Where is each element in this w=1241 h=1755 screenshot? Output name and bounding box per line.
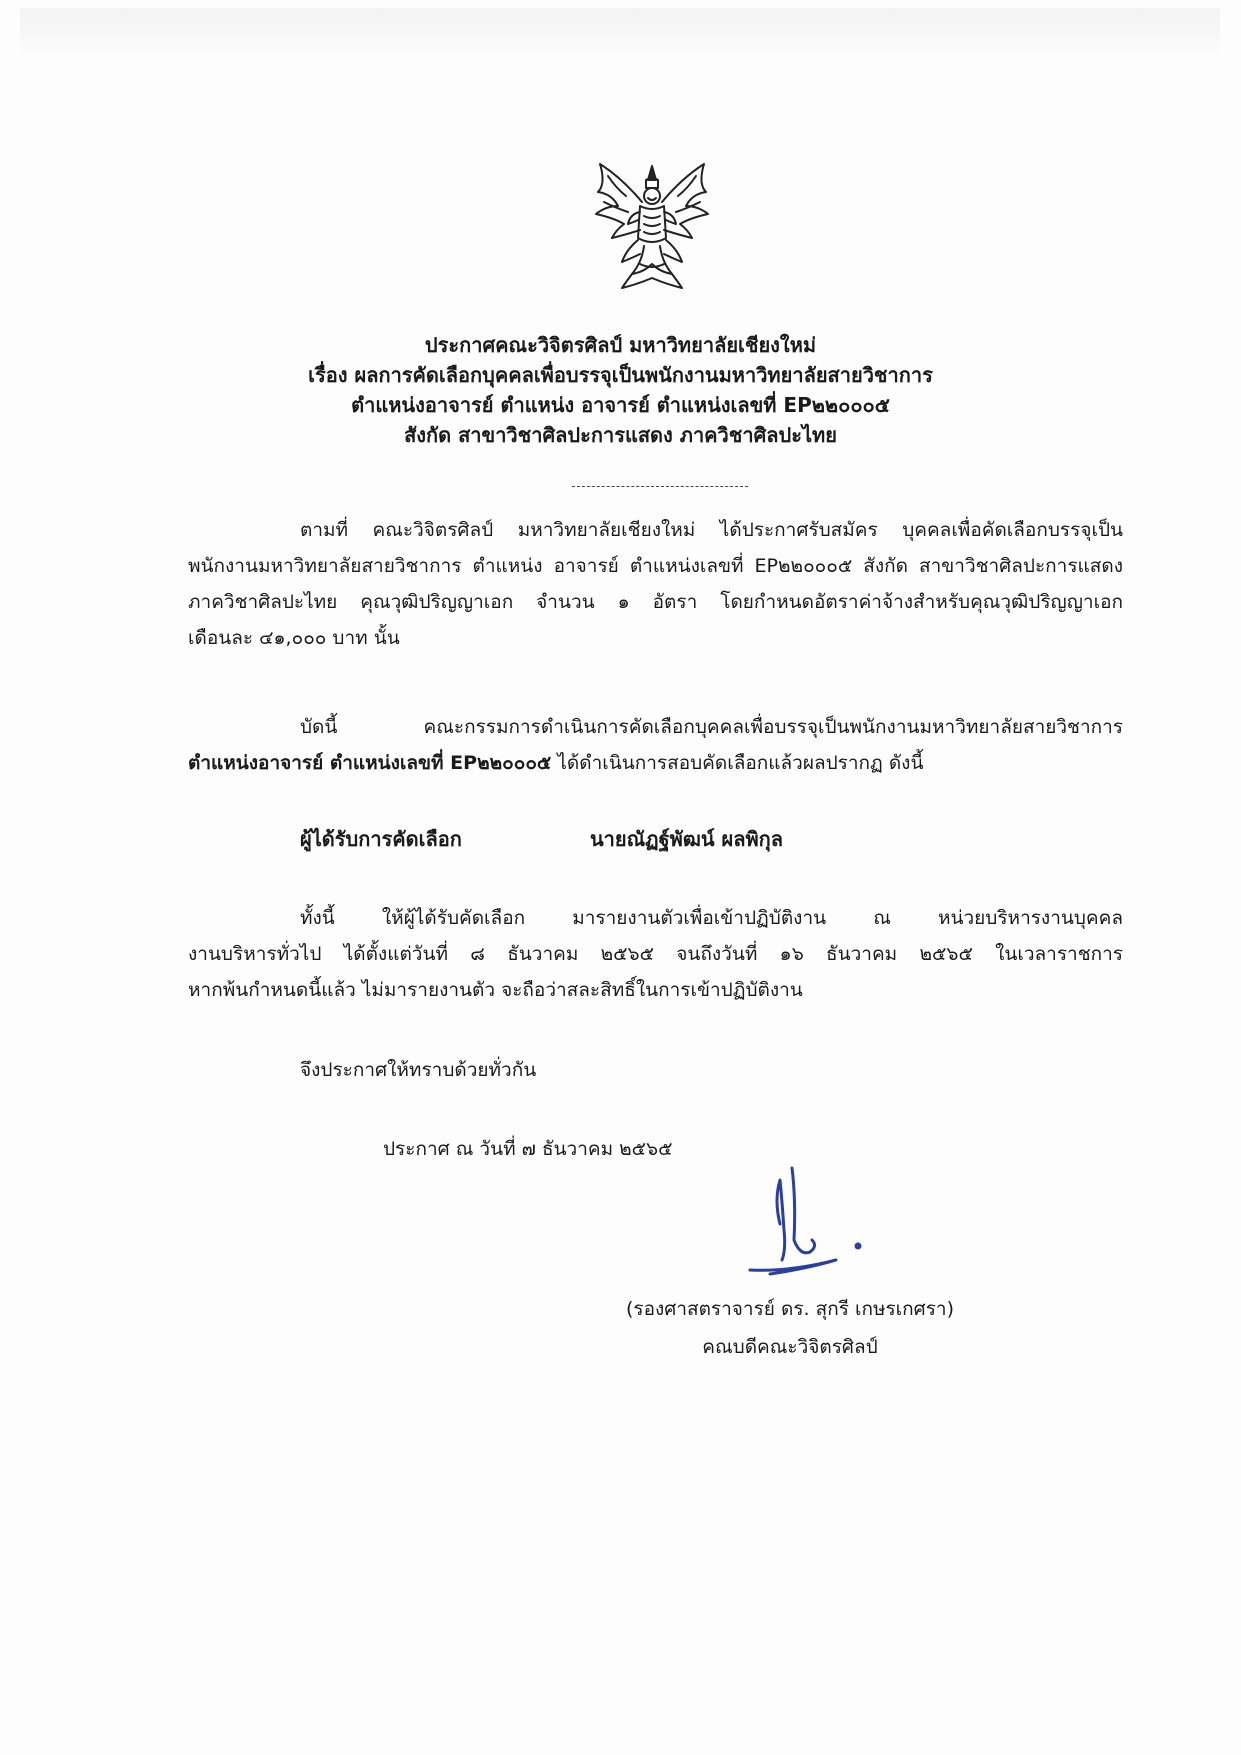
paragraph-announcement	[188, 512, 1123, 656]
paragraph-line: ตามที่ คณะวิจิตรศิลป์ มหาวิทยาลัยเชียงใหม่ ได้ประกาศรับสมัคร บุคคลเพื่อคัดเลือกบรรจุเป็น	[300, 519, 1123, 541]
paragraph-line: หากพ้นกำหนดนี้แล้ว ไม่มารายงานตัว จะถือว่าสละสิทธิ์ในการเข้าปฏิบัติงาน	[188, 979, 803, 1001]
garuda-emblem-icon	[582, 158, 722, 298]
selected-name: นายณัฏฐ์พัฒน์ ผลพิกุล	[590, 827, 784, 851]
header-subject: เรื่อง ผลการคัดเลือกบุคคลเพื่อบรรจุเป็นพนักงานมหาวิทยาลัยสายวิชาการ	[308, 363, 933, 387]
announcement-date: ประกาศ ณ วันที่ ๗ ธันวาคม ๒๕๖๕	[383, 1138, 673, 1160]
signer-block	[600, 1290, 980, 1366]
header-affiliation: สังกัด สาขาวิชาศิลปะการแสดง ภาควิชาศิลปะไทย	[404, 423, 837, 447]
header-divider	[572, 486, 748, 487]
header-title: ประกาศคณะวิจิตรศิลป์ มหาวิทยาลัยเชียงใหม่	[424, 333, 817, 357]
closing-statement: จึงประกาศให้ทราบด้วยทั่วกัน	[300, 1059, 537, 1081]
signer-name: (รองศาสตราจารย์ ดร. สุกรี เกษรเกศรา)	[625, 1298, 955, 1320]
paragraph-line: พนักงานมหาวิทยาลัยสายวิชาการ ตำแหน่ง อาจารย์ ตำแหน่งเลขที่ EP๒๒๐๐๐๕ สังกัด สาขาวิชาศิลปะการแสดง	[188, 555, 1123, 577]
signature-mark	[740, 1160, 870, 1280]
scan-artifact	[20, 8, 1220, 63]
paragraph-line	[188, 745, 1123, 781]
paragraph-line: เดือนละ ๔๑,๐๐๐ บาท นั้น	[188, 627, 400, 649]
announcement-header	[0, 330, 1241, 450]
position-bold-text: ตำแหน่งอาจารย์ ตำแหน่งเลขที่ EP๒๒๐๐๐๕	[188, 752, 552, 774]
signer-title: คณบดีคณะวิจิตรศิลป์	[702, 1336, 878, 1358]
paragraph-result	[188, 709, 1123, 781]
paragraph-line: บัดนี้ คณะกรรมการดำเนินการคัดเลือกบุคคลเพื่อบรรจุเป็นพนักงานมหาวิทยาลัยสายวิชาการ	[300, 716, 1123, 738]
header-position: ตำแหน่งอาจารย์ ตำแหน่ง อาจารย์ ตำแหน่งเลขที่ EP๒๒๐๐๐๕	[351, 393, 890, 417]
paragraph-text: ได้ดำเนินการสอบคัดเลือกแล้วผลปรากฏ ดังนี้	[551, 752, 924, 774]
paragraph-line: ภาควิชาศิลปะไทย คุณวุฒิปริญญาเอก จำนวน ๑ อัตรา โดยกำหนดอัตราค่าจ้างสำหรับคุณวุฒิปริญญาเอก	[188, 591, 1123, 613]
paragraph-line: ทั้งนี้ ให้ผู้ได้รับคัดเลือก มารายงานตัวเพื่อเข้าปฏิบัติงาน ณ หน่วยบริหารงานบุคคล	[300, 907, 1123, 929]
paragraph-reporting	[188, 900, 1123, 1008]
paragraph-line: งานบริหารทั่วไป ได้ตั้งแต่วันที่ ๘ ธันวาคม ๒๕๖๕ จนถึงวันที่ ๑๖ ธันวาคม ๒๕๖๕ ในเวลาราชการ	[188, 943, 1123, 965]
selected-label: ผู้ได้รับการคัดเลือก	[300, 827, 462, 851]
